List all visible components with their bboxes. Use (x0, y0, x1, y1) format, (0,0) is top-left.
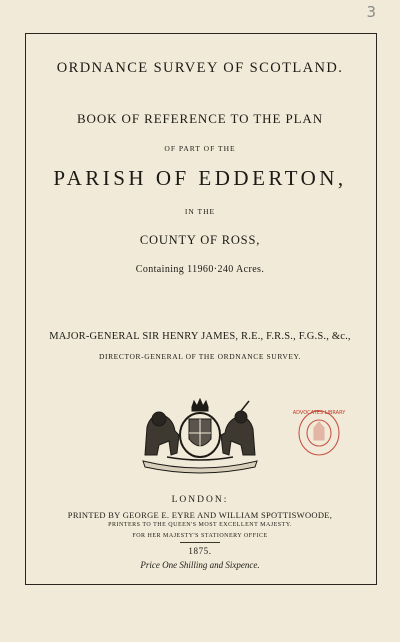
imprint-divider (180, 542, 220, 543)
book-title: BOOK OF REFERENCE TO THE PLAN (76, 111, 324, 126)
publication-year: 1875. (188, 546, 212, 556)
acreage-text: Containing 11960·240 Acres. (135, 264, 265, 275)
printer-names: PRINTED BY GEORGE E. EYRE AND WILLIAM SPOTTISWOODE, (67, 510, 333, 520)
parish-title: PARISH OF EDDERTON, (53, 166, 347, 190)
imprint-place: LONDON: (171, 495, 229, 505)
of-part-text: OF PART OF THE (164, 144, 236, 153)
in-the-text: IN THE (184, 207, 216, 216)
director-name: MAJOR-GENERAL SIR HENRY JAMES, R.E., F.R.S., F.G.S., &c., (49, 331, 351, 342)
survey-heading: ORDNANCE SURVEY OF SCOTLAND. (56, 60, 344, 76)
royal-coat-of-arms (137, 397, 263, 471)
printer-title: PRINTERS TO THE QUEEN'S MOST EXCELLENT MAJESTY. (108, 522, 292, 528)
stamp-label: ADVOCATES LIBRARY (292, 410, 346, 416)
director-title: DIRECTOR-GENERAL OF THE ORDNANCE SURVEY. (98, 352, 302, 361)
price-text: Price One Shilling and Sixpence. (140, 560, 260, 570)
county-title: COUNTY OF ROSS, (139, 233, 261, 247)
library-stamp (292, 408, 346, 458)
page-number: 3 (366, 3, 376, 21)
stationery-office: FOR HER MAJESTY'S STATIONERY OFFICE (132, 533, 268, 539)
